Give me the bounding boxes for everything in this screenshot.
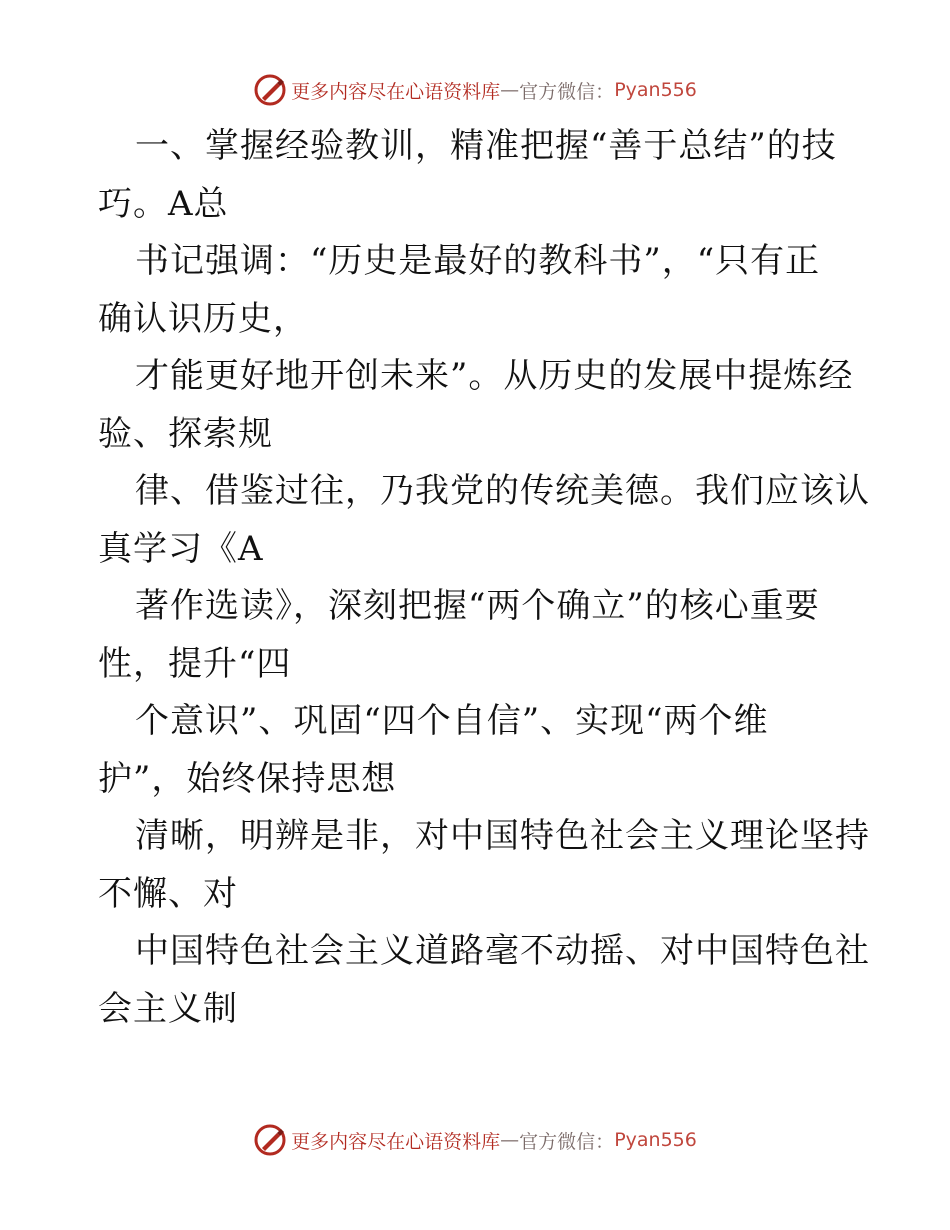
pen-logo-icon	[253, 1123, 287, 1157]
body-line: 护”，始终保持思想	[98, 758, 397, 799]
body-line: 一、掌握经验教训，精准把握“善于总结”的技	[135, 126, 837, 166]
header-watermark	[0, 70, 950, 110]
watermark-dash: —	[500, 79, 520, 101]
watermark-text: 更多内容尽在心语资料库	[291, 80, 501, 103]
body-line: 不懈、对	[98, 873, 238, 914]
body-line: 个意识”、巩固“四个自信”、实现“两个维	[135, 701, 769, 741]
body-line: 清晰，明辨是非，对中国特色社会主义理论坚持	[135, 816, 870, 856]
body-line: 真学习《A	[98, 528, 264, 569]
body-line: 才能更好地开创未来”。从历史的发展中提炼经	[135, 356, 854, 396]
body-line: 会主义制	[98, 988, 238, 1029]
watermark-wechat-id: Pyan556	[614, 1129, 697, 1151]
body-line: 律、借鉴过往，乃我党的传统美德。我们应该认	[135, 471, 870, 511]
body-line: 中国特色社会主义道路毫不动摇、对中国特色社	[135, 931, 870, 971]
watermark-wechat-id: Pyan556	[614, 79, 697, 101]
document-body	[98, 118, 870, 1038]
pen-logo-icon	[253, 73, 287, 107]
body-line: 性，提升“四	[98, 643, 292, 684]
body-line: 著作选读》，深刻把握“两个确立”的核心重要	[135, 586, 820, 626]
body-line: 书记强调：“历史是最好的教科书”，“只有正	[135, 241, 821, 281]
watermark-wechat-label: 官方微信：	[519, 80, 615, 103]
footer-watermark	[0, 1120, 950, 1160]
body-line: 巧。A总	[98, 183, 229, 224]
body-line: 验、探索规	[98, 413, 273, 454]
watermark-wechat-label: 官方微信：	[519, 1130, 615, 1153]
body-line: 确认识历史，	[98, 298, 308, 339]
watermark-text: 更多内容尽在心语资料库	[291, 1130, 501, 1153]
watermark-dash: —	[500, 1129, 520, 1151]
